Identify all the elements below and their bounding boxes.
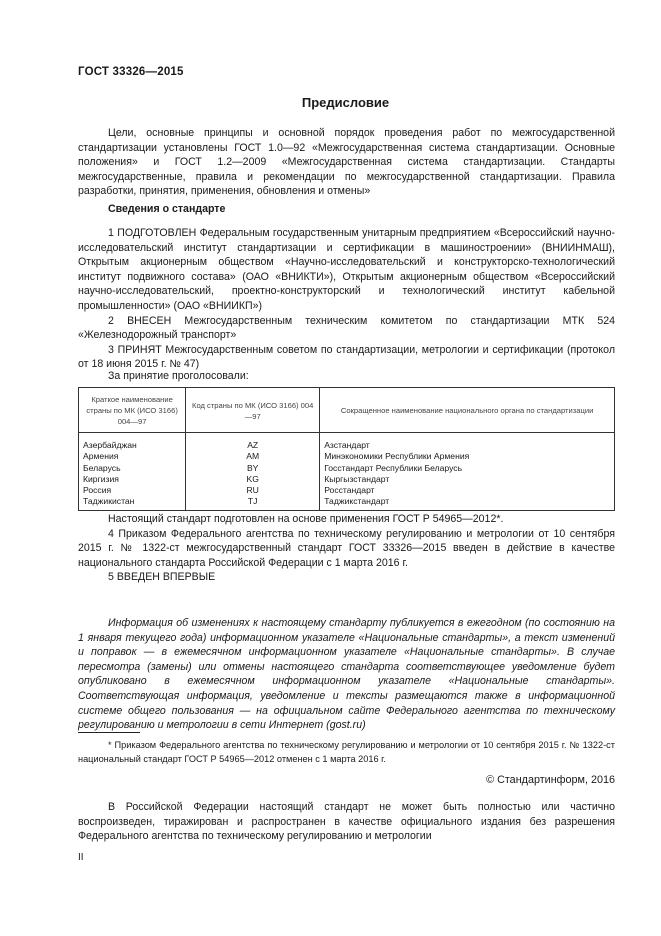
country-name: Азербайджан bbox=[79, 433, 186, 452]
national-body: Росстандарт bbox=[320, 485, 615, 496]
copyright-notice-paragraph: В Российской Федерации настоящий стандарт не может быть полностью или частично воспроизведен, тиражирован и распространен в качестве официального издания без разрешения Федерального агентства по техническому регулированию и метрологии bbox=[78, 801, 615, 843]
national-body: Госстандарт Республики Беларусь bbox=[320, 463, 615, 474]
country-name: Таджикистан bbox=[79, 496, 186, 510]
table-row bbox=[79, 485, 615, 496]
doc-code-header: ГОСТ 33326—2015 bbox=[78, 66, 184, 78]
header-country-name: Краткое наименование страны по МК (ИСО 3166) 004—97 bbox=[79, 388, 186, 433]
info-heading: Сведения о стандарте bbox=[108, 203, 226, 215]
country-code: BY bbox=[186, 463, 320, 474]
vote-label: За принятие проголосовали: bbox=[108, 370, 249, 382]
item-2-paragraph: 2 ВНЕСЕН Межгосударственным техническим комитетом по стандартизации МТК 524 «Железнодорожный транспорт» bbox=[78, 314, 615, 342]
country-code: RU bbox=[186, 485, 320, 496]
vote-table-header-row bbox=[79, 388, 615, 433]
table-row bbox=[79, 496, 615, 510]
footnote-section bbox=[78, 738, 615, 766]
table-row bbox=[79, 474, 615, 485]
item-3-paragraph: 3 ПРИНЯТ Межгосударственным советом по стандартизации, метрологии и сертификации (протокол от 18 июня 2015 г. № 47) bbox=[78, 343, 615, 371]
item-4-paragraph: 4 Приказом Федерального агентства по техническому регулированию и метрологии от 10 сентября 2015 г. № 1322-ст межгосударственный стандарт ГОСТ 33326—2015 введен в действие в качестве национального стандарта Российской Федерации с 1 марта 2016 г. bbox=[78, 527, 615, 569]
table-row bbox=[79, 433, 615, 452]
item-1-paragraph: 1 ПОДГОТОВЛЕН Федеральным государственным унитарным предприятием «Всероссийский научно-исследовательский институт стандартизации и сертификации в машиностроении» (ВНИИНМАШ), Открытым акционерным обществом «Научно-исследовательский и конструкторско-технологический институт подвижного состава» (ОАО «ВНИКТИ»), Открытым акционерным обществом «Всероссийский научно-исследовательский, проектно-конструкторский и технологический институт кабельной промышленности» (ОАО «ВНИИКП») bbox=[78, 227, 615, 312]
country-name: Киргизия bbox=[79, 474, 186, 485]
copyright-notice-section bbox=[78, 800, 615, 844]
info-notice-paragraph: Информация об изменениях к настоящему стандарту публикуется в ежегодном (по состоянию на 1 января текущего года) информационном указателе «Национальные стандарты», а текст изменений и поправок — в ежемесячном информационном указателе «Национальные стандарты». В случае пересмотра (замены) или отмены настоящего стандарта соответствующее уведомление будет опубликовано в ежемесячном информационном указателе «Национальные стандарты». Соответствующая информация, уведомление и тексты размещаются также в информационной системе общего пользования — на официальном сайте Федерального агентства по техническому регулированию и метрологии в сети Интернет (gost.ru) bbox=[78, 617, 615, 732]
info-notice-section bbox=[78, 616, 615, 733]
after-table-section bbox=[78, 512, 615, 585]
header-country-code: Код страны по МК (ИСО 3166) 004—97 bbox=[186, 388, 320, 433]
items-section bbox=[78, 226, 615, 372]
page-title: Предисловие bbox=[301, 95, 390, 110]
intro-paragraph: Цели, основные принципы и основной порядок проведения работ по межгосударственной стандартизации установлены ГОСТ 1.0—92 «Межгосударственная система стандартизации. Основные положения» и ГОСТ 1.2—2009 «Межгосударственная система стандартизации. Стандарты межгосударственные, правила и рекомендации по межгосударственной стандартизации. Правила разработки, принятия, применения, обновления и отмены» bbox=[78, 127, 615, 198]
country-code: KG bbox=[186, 474, 320, 485]
based-on-paragraph: Настоящий стандарт подготовлен на основе применения ГОСТ Р 54965—2012*. bbox=[108, 513, 504, 525]
country-code: AZ bbox=[186, 433, 320, 452]
national-body: Минэкономики Республики Армения bbox=[320, 451, 615, 462]
table-row bbox=[79, 451, 615, 462]
national-body: Таджикстандарт bbox=[320, 496, 615, 510]
country-name: Армения bbox=[79, 451, 186, 462]
copyright: © Стандартинформ, 2016 bbox=[486, 774, 615, 786]
national-body: Азстандарт bbox=[320, 433, 615, 452]
table-row bbox=[79, 463, 615, 474]
footnote-text: * Приказом Федерального агентства по техническому регулированию и метрологии от 10 сентября 2015 г. № 1322-ст национальный стандарт ГОСТ Р 54965—2012 отменен с 1 марта 2016 г. bbox=[78, 740, 615, 764]
vote-table bbox=[78, 387, 615, 511]
header-national-body: Сокращенное наименование национального органа по стандартизации bbox=[320, 388, 615, 433]
item-5-paragraph: 5 ВВЕДЕН ВПЕРВЫЕ bbox=[108, 571, 216, 584]
country-name: Беларусь bbox=[79, 463, 186, 474]
intro-section bbox=[78, 126, 615, 199]
national-body: Кыргызстандарт bbox=[320, 474, 615, 485]
country-name: Россия bbox=[79, 485, 186, 496]
country-code: TJ bbox=[186, 496, 320, 510]
country-code: AM bbox=[186, 451, 320, 462]
page-number: II bbox=[78, 852, 84, 863]
footnote-divider bbox=[78, 732, 140, 733]
